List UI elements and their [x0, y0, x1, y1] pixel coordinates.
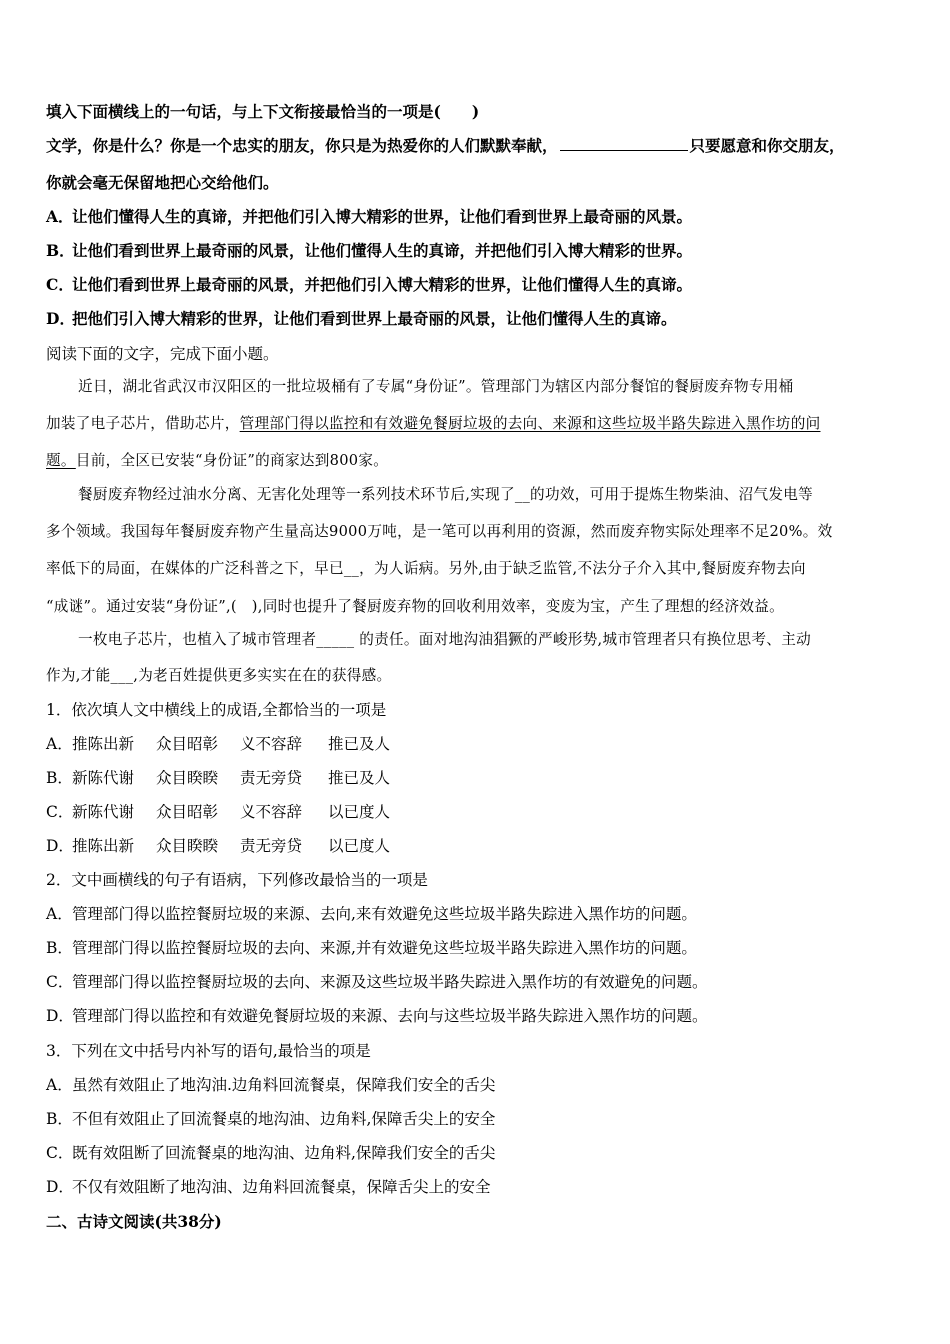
option-text: 虽然有效阻止了地沟油.边角料回流餐桌，保障我们安全的舌尖 — [72, 1076, 496, 1094]
option-label: C． — [46, 973, 74, 991]
option-text: 管理部门得以监控餐厨垃圾的来源、去向,来有效避免这些垃圾半路失踪进入黑作坊的问题。 — [72, 905, 697, 923]
q3-option-d — [46, 1176, 491, 1198]
option-word: 新陈代谢 — [72, 769, 135, 787]
option-word: 推陈出新 — [72, 735, 135, 753]
option-text: 不仅有效阻断了地沟油、边角料回流餐桌，保障舌尖上的安全 — [72, 1178, 491, 1196]
option-label: A． — [46, 1076, 73, 1094]
option-word: 责无旁贷 — [240, 837, 303, 855]
q1-option-a — [46, 733, 390, 755]
option-word: 众目睽睽 — [156, 769, 219, 787]
option-text: 把他们引入博大精彩的世界，让他们看到世界上最奇丽的风景，让他们懂得人生的真谛。 — [72, 309, 677, 328]
fill-option-c — [46, 274, 692, 296]
section-heading: 二、古诗文阅读(共38分) — [46, 1212, 222, 1231]
option-label: B． — [46, 769, 73, 787]
option-label: B． — [46, 1110, 73, 1128]
option-label: C． — [46, 1144, 74, 1162]
q1-stem: 1．依次填人文中横线上的成语,全都恰当的一项是 — [46, 701, 387, 719]
passage-p3-line1: 一枚电子芯片，也植入了城市管理者_____ 的责任。面对地沟油猖獗的严峻形势,城市管理者只有换位思考、主动 — [78, 631, 811, 648]
option-word: 责无旁贷 — [240, 769, 303, 787]
fill-stem-part2: 只要愿意和你交朋友， — [689, 136, 845, 155]
fill-question-prompt: 填入下面横线上的一句话，与上下文衔接最恰当的一项是( ) — [46, 102, 480, 121]
q2-option-d — [46, 1005, 708, 1027]
option-label: A． — [46, 735, 73, 753]
passage-p2-line3: 率低下的局面，在媒体的广泛科普之下，早已__，为人诟病。另外,由于缺乏监管,不法分子介入其中,餐厨废弃物去向 — [46, 560, 806, 577]
option-text: 管理部门得以监控和有效避免餐厨垃圾的来源、去向与这些垃圾半路失踪进入黑作坊的问题。 — [72, 1007, 708, 1025]
option-text: 让他们看到世界上最奇丽的风景，并把他们引入博大精彩的世界，让他们懂得人生的真谛。 — [72, 275, 693, 294]
passage-p2-line4: “成谜”。通过安装“身份证”,( ),同时也提升了餐厨废弃物的回收利用效率，变废为宝，产生了理想的经济效益。 — [46, 598, 785, 615]
q2-option-b — [46, 937, 697, 959]
q3-option-b — [46, 1108, 495, 1130]
option-label: A． — [46, 207, 74, 226]
option-word: 新陈代谢 — [72, 803, 135, 821]
option-word: 推已及人 — [328, 769, 391, 787]
fill-option-d — [46, 308, 677, 330]
option-word: 义不容辞 — [240, 735, 303, 753]
option-word: 众目昭彰 — [156, 735, 219, 753]
q1-option-b — [46, 767, 390, 789]
option-label: B． — [46, 241, 75, 260]
q3-option-c — [46, 1142, 495, 1164]
option-text: 让他们懂得人生的真谛，并把他们引入博大精彩的世界，让他们看到世界上最奇丽的风景。 — [72, 207, 693, 226]
underlined-sentence-end: 题。 — [46, 452, 76, 469]
fill-option-a — [46, 206, 692, 228]
option-label: A． — [46, 905, 73, 923]
option-text: 既有效阻断了回流餐桌的地沟油、边角料,保障我们安全的舌尖 — [72, 1144, 496, 1162]
fill-stem-line2: 你就会毫无保留地把心交给他们。 — [46, 173, 279, 192]
option-label: D． — [46, 1007, 74, 1025]
option-label: C． — [46, 803, 74, 821]
underlined-sentence: 管理部门得以监控和有效避免餐厨垃圾的去向、来源和这些垃圾半路失踪进入黑作坊的问 — [239, 415, 821, 432]
reading-intro: 阅读下面的文字，完成下面小题。 — [46, 345, 279, 363]
passage-p2-line1: 餐厨废弃物经过油水分离、无害化处理等一系列技术环节后,实现了__的功效，可用于提炼生物柴油、沼气发电等 — [78, 486, 814, 503]
q2-stem: 2．文中画横线的句子有语病，下列修改最恰当的一项是 — [46, 871, 428, 889]
answer-blank — [560, 136, 688, 151]
q1-option-c — [46, 801, 390, 823]
option-label: B． — [46, 939, 73, 957]
passage-text: 加装了电子芯片，借助芯片， — [46, 415, 240, 432]
q2-option-c — [46, 971, 708, 993]
option-word: 众目昭彰 — [156, 803, 219, 821]
option-label: D． — [46, 309, 75, 328]
fill-question-stem — [46, 135, 845, 157]
option-text: 不但有效阻止了回流餐桌的地沟油、边角料,保障舌尖上的安全 — [72, 1110, 496, 1128]
option-label: D． — [46, 837, 74, 855]
q1-option-d — [46, 835, 390, 857]
option-word: 以已度人 — [328, 837, 391, 855]
passage-p1-line1: 近日，湖北省武汉市汉阳区的一批垃圾桶有了专属“身份证”。管理部门为辖区内部分餐馆的餐厨废弃物专用桶 — [78, 378, 794, 395]
passage-p1-line3 — [46, 450, 388, 472]
option-text: 管理部门得以监控餐厨垃圾的去向、来源,并有效避免这些垃圾半路失踪进入黑作坊的问题。 — [72, 939, 697, 957]
option-word: 推陈出新 — [72, 837, 135, 855]
option-text: 管理部门得以监控餐厨垃圾的去向、来源及这些垃圾半路失踪进入黑作坊的有效避免的问题。 — [72, 973, 708, 991]
option-word: 推已及人 — [328, 735, 391, 753]
passage-p2-line2: 多个领域。我国每年餐厨废弃物产生量高达9000万吨，是一笔可以再利用的资源，然而废弃物实际处理率不足20%。效 — [46, 523, 833, 540]
passage-p1-line2 — [46, 413, 820, 435]
passage-text: 目前，全区已安装“身份证”的商家达到800家。 — [75, 452, 389, 469]
option-text: 让他们看到世界上最奇丽的风景，让他们懂得人生的真谛，并把他们引入博大精彩的世界。 — [72, 241, 693, 260]
fill-stem-part1: 文学，你是什么？你是一个忠实的朋友，你只是为热爱你的人们默默奉献， — [46, 136, 558, 155]
option-label: D． — [46, 1178, 74, 1196]
q2-option-a — [46, 903, 697, 925]
option-word: 义不容辞 — [240, 803, 303, 821]
option-word: 以已度人 — [328, 803, 391, 821]
option-word: 众目睽睽 — [156, 837, 219, 855]
q3-option-a — [46, 1074, 495, 1096]
q3-stem: 3．下列在文中括号内补写的语句,最恰当的项是 — [46, 1042, 371, 1060]
option-label: C． — [46, 275, 74, 294]
fill-option-b — [46, 240, 692, 262]
passage-p3-line2: 作为,才能___,为老百姓提供更多实实在在的获得感。 — [46, 667, 392, 684]
